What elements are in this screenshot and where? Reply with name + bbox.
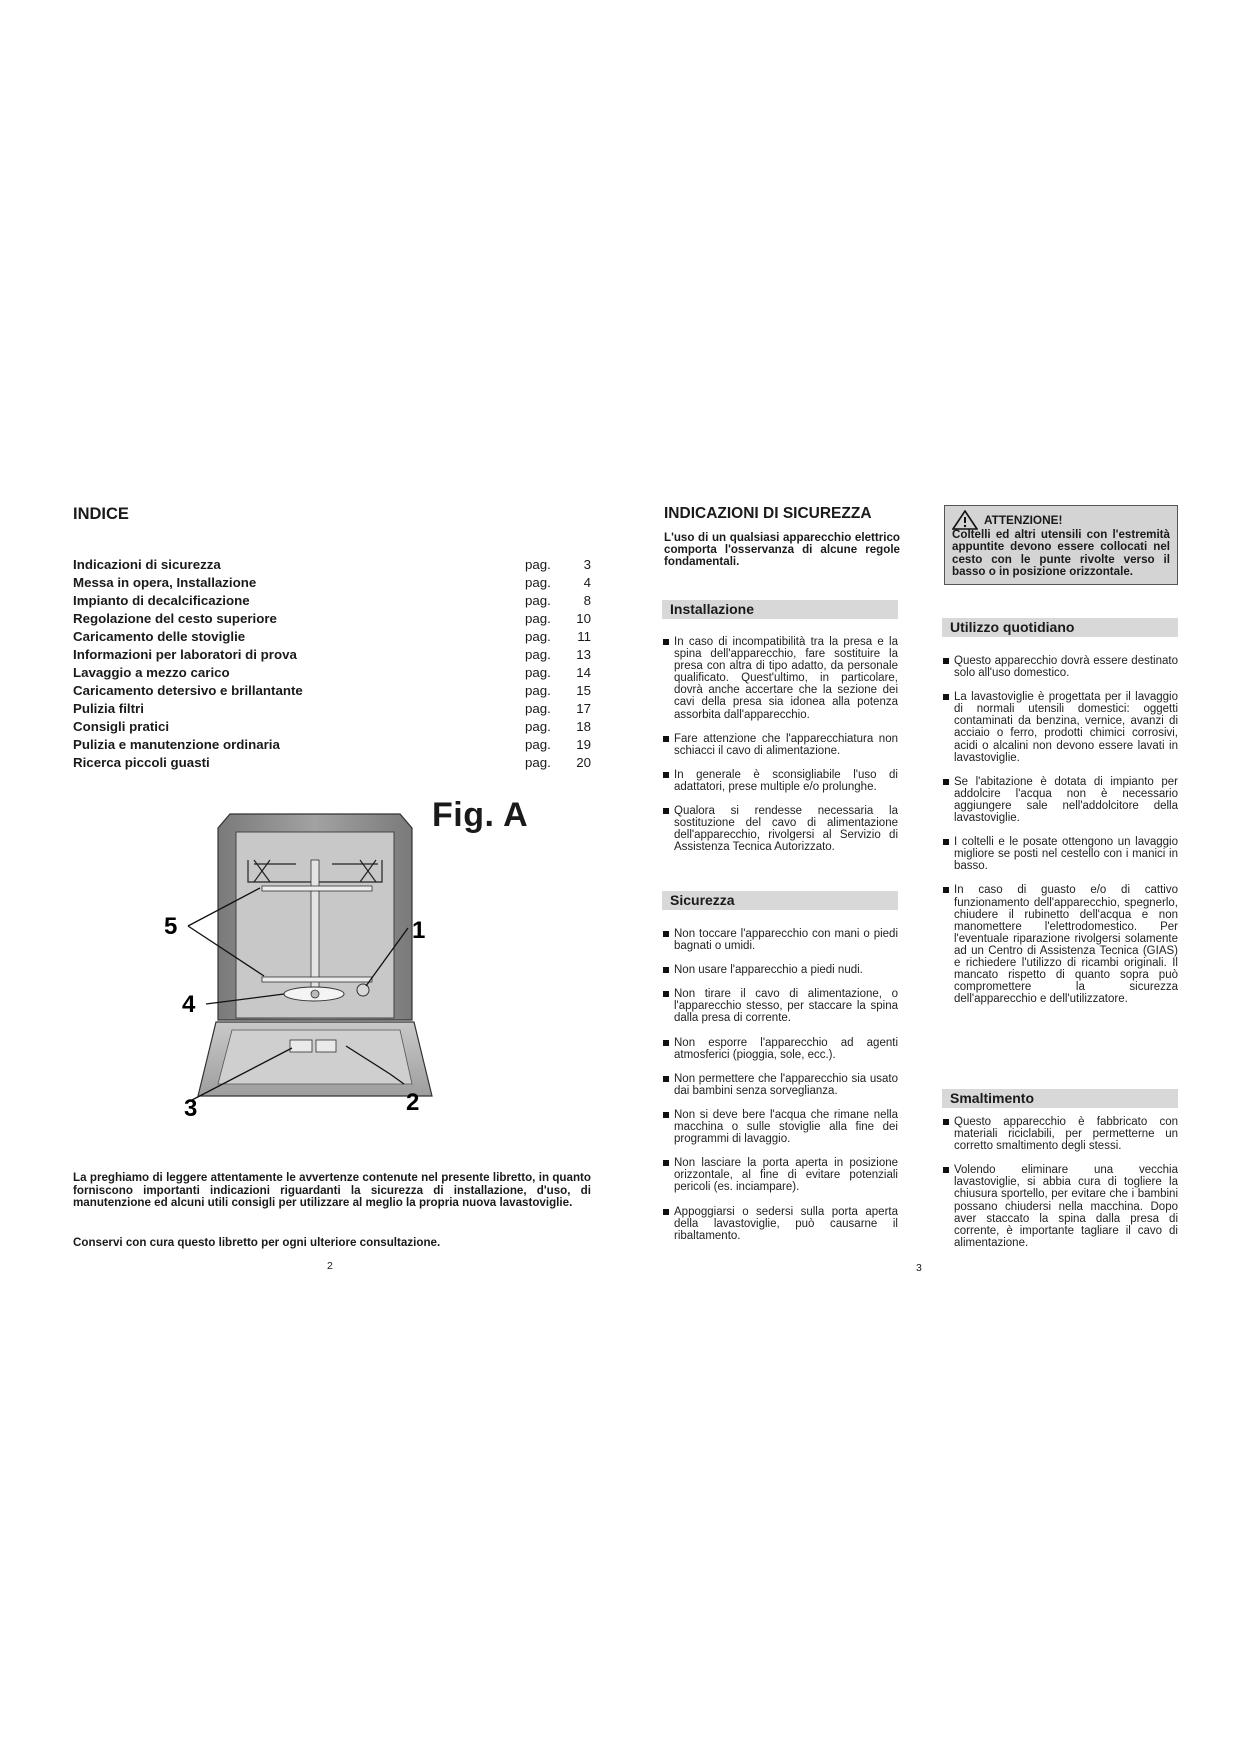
toc-title: Pulizia filtri xyxy=(73,701,144,716)
toc-page-number: 13 xyxy=(576,647,591,662)
list-item: I coltelli e le posate ottengono un lavaggio migliore se posti nel cestello con i manici in basso. xyxy=(942,836,1178,872)
salt-container-cap xyxy=(357,984,369,996)
toc-title: Informazioni per laboratori di prova xyxy=(73,647,297,662)
toc-title: Caricamento detersivo e brillantante xyxy=(73,683,303,698)
callout-2: 2 xyxy=(406,1089,420,1116)
toc-title: Lavaggio a mezzo carico xyxy=(73,665,230,680)
toc-title: Ricerca piccoli guasti xyxy=(73,755,210,770)
list-item: Fare attenzione che l'apparecchiatura non schiacci il cavo di alimentazione. xyxy=(662,733,898,757)
toc-page-number: 8 xyxy=(583,593,591,608)
page-number-left: 2 xyxy=(327,1260,333,1272)
callout-4: 4 xyxy=(182,991,196,1018)
toc-page-number: 14 xyxy=(576,665,591,680)
toc-pag: pag. xyxy=(525,701,551,716)
sicurezza-heading: Sicurezza xyxy=(662,891,898,910)
warning-triangle-icon xyxy=(952,510,978,530)
keep-manual-note: Conservi con cura questo libretto per ogni ulteriore consultazione. xyxy=(73,1236,441,1249)
list-item: Non usare l'apparecchio a piedi nudi. xyxy=(662,964,898,976)
list-item: In caso di incompatibilità tra la presa e la spina dell'apparecchio, fare sostituire la presa con altra di tipo adatto, da personale qualificato. Quest'ultimo, in particolare, dovrà anche accertare che la sezione dei cavi della presa sia idonea alla potenza assorbita dall'apparecchio. xyxy=(662,636,898,721)
toc-page-number: 10 xyxy=(576,611,591,626)
list-item: In caso di guasto e/o di cattivo funzionamento dell'apparecchio, spegnerlo, chiudere il rubinetto dell'acqua e non manomettere l'elettrodomestico. Per l'eventuale riparazione rivolgersi solamente ad un Centro di Assistenza Tecnica (GIAS) e richiedere l'utilizzo di ricambi originali. Il mancato rispetto di quanto sopra può compromettere la sicurezza dell'apparecchio e dell'utilizzatore. xyxy=(942,884,1178,1005)
toc-pag: pag. xyxy=(525,755,551,770)
detergent-dispenser xyxy=(290,1040,312,1052)
toc-page-number: 19 xyxy=(576,737,591,752)
toc-title: Impianto di decalcificazione xyxy=(73,593,250,608)
toc-row[interactable] xyxy=(73,628,591,646)
toc-page-number: 18 xyxy=(576,719,591,734)
toc-pag: pag. xyxy=(525,557,551,572)
toc-title: Messa in opera, Installazione xyxy=(73,575,257,590)
list-item: Questo apparecchio dovrà essere destinato solo all'uso domestico. xyxy=(942,655,1178,679)
list-item: Non lasciare la porta aperta in posizione orizzontale, al fine di evitare potenziali pericoli (es. inciampare). xyxy=(662,1157,898,1193)
toc-pag: pag. xyxy=(525,683,551,698)
toc-page-number: 15 xyxy=(576,683,591,698)
warning-box xyxy=(944,505,1178,585)
toc-row[interactable] xyxy=(73,646,591,664)
list-item: La lavastoviglie è progettata per il lavaggio di normali utensili domestici: oggetti contaminati da benzina, vernice, avanzi di acciaio o ferro, prodotti chimici corrosivi, acidi o alcalini non devono essere lavati in lavastoviglie. xyxy=(942,691,1178,764)
toc-page-number: 4 xyxy=(583,575,591,590)
index-heading: INDICE xyxy=(73,505,129,523)
lower-spray-arm xyxy=(262,977,372,982)
toc-title: Caricamento delle stoviglie xyxy=(73,629,246,644)
toc-pag: pag. xyxy=(525,647,551,662)
smaltimento-heading: Smaltimento xyxy=(942,1089,1178,1108)
toc-page-number: 20 xyxy=(576,755,591,770)
toc-row[interactable] xyxy=(73,754,591,772)
figure-label: Fig. A xyxy=(432,796,529,834)
callout-1: 1 xyxy=(412,917,426,944)
toc-pag: pag. xyxy=(525,575,551,590)
toc-page-number: 17 xyxy=(576,701,591,716)
smaltimento-list xyxy=(942,1116,1178,1261)
callout-5: 5 xyxy=(164,913,178,940)
upper-spray-arm xyxy=(262,886,372,891)
list-item: Qualora si rendesse necessaria la sostituzione del cavo di alimentazione dell'apparecchio, rivolgersi al Servizio di Assistenza Tecnica Autorizzato. xyxy=(662,805,898,853)
toc-title: Regolazione del cesto superiore xyxy=(73,611,277,626)
warning-title: ATTENZIONE! xyxy=(984,513,1063,527)
toc-pag: pag. xyxy=(525,593,551,608)
toc-pag: pag. xyxy=(525,629,551,644)
list-item: Appoggiarsi o sedersi sulla porta aperta della lavastoviglie, può causarne il ribaltamento. xyxy=(662,1206,898,1242)
right-page xyxy=(620,0,1241,1754)
toc-row[interactable] xyxy=(73,682,591,700)
utilizzo-heading: Utilizzo quotidiano xyxy=(942,618,1178,637)
toc-row[interactable] xyxy=(73,736,591,754)
list-item: Non esporre l'apparecchio ad agenti atmosferici (pioggia, sole, ecc.). xyxy=(662,1037,898,1061)
safety-heading: INDICAZIONI DI SICUREZZA xyxy=(664,505,872,522)
callout-3: 3 xyxy=(184,1095,198,1122)
toc-pag: pag. xyxy=(525,719,551,734)
toc-row[interactable] xyxy=(73,592,591,610)
toc-page-number: 11 xyxy=(577,629,591,644)
toc-row[interactable] xyxy=(73,556,591,574)
installazione-list xyxy=(662,636,898,865)
list-item: In generale è sconsigliabile l'uso di adattatori, prese multiple e/o prolunghe. xyxy=(662,769,898,793)
installazione-heading: Installazione xyxy=(662,600,898,619)
page-number-right: 3 xyxy=(916,1262,922,1274)
safety-lead: L'uso di un qualsiasi apparecchio elettrico comporta l'osservanza di alcune regole fondamentali. xyxy=(664,531,900,569)
dishwasher-illustration xyxy=(150,800,470,1140)
toc-row[interactable] xyxy=(73,574,591,592)
left-page xyxy=(0,0,620,1754)
table-of-contents xyxy=(73,556,591,772)
toc-row[interactable] xyxy=(73,718,591,736)
list-item: Volendo eliminare una vecchia lavastoviglie, si abbia cura di togliere la chiusura sportello, per evitare che i bambini possano chiudersi nella macchina. Dopo aver staccato la spina dalla presa di corrente, è importante tagliare il cavo di alimentazione. xyxy=(942,1164,1178,1249)
list-item: Non si deve bere l'acqua che rimane nella macchina o sulle stoviglie alla fine dei programmi di lavaggio. xyxy=(662,1109,898,1145)
list-item: Non permettere che l'apparecchio sia usato dai bambini senza sorveglianza. xyxy=(662,1073,898,1097)
water-pipe xyxy=(311,860,319,992)
list-item: Questo apparecchio è fabbricato con materiali riciclabili, per permetterne un corretto smaltimento degli stessi. xyxy=(942,1116,1178,1152)
list-item: Non toccare l'apparecchio con mani o piedi bagnati o umidi. xyxy=(662,928,898,952)
toc-row[interactable] xyxy=(73,610,591,628)
intro-paragraph: La preghiamo di leggere attentamente le avvertenze contenute nel presente libretto, in quanto forniscono importanti indicazioni riguardanti la sicurezza di installazione, d'uso, di manutenzione ed alcuni utili consigli per utilizzare al meglio la propria nuova lavastoviglie. xyxy=(73,1171,591,1210)
list-item: Se l'abitazione è dotata di impianto per addolcire l'acqua non è necessario aggiungere sale nell'addolcitore della lavastoviglie. xyxy=(942,776,1178,824)
toc-pag: pag. xyxy=(525,611,551,626)
utilizzo-list xyxy=(942,655,1178,1017)
toc-pag: pag. xyxy=(525,737,551,752)
toc-title: Indicazioni di sicurezza xyxy=(73,557,221,572)
toc-row[interactable] xyxy=(73,700,591,718)
list-item: Non tirare il cavo di alimentazione, o l'apparecchio stesso, per staccare la spina dalla presa di corrente. xyxy=(662,988,898,1024)
warning-text: Coltelli ed altri utensili con l'estremità appuntite devono essere collocati nel cesto con le punte rivolte verso il basso o in posizione orizzontale. xyxy=(952,528,1170,579)
toc-page-number: 3 xyxy=(583,557,591,572)
toc-title: Consigli pratici xyxy=(73,719,170,734)
toc-title: Pulizia e manutenzione ordinaria xyxy=(73,737,280,752)
rinse-aid-dispenser xyxy=(316,1040,336,1052)
sicurezza-list xyxy=(662,928,898,1254)
toc-pag: pag. xyxy=(525,665,551,680)
toc-row[interactable] xyxy=(73,664,591,682)
